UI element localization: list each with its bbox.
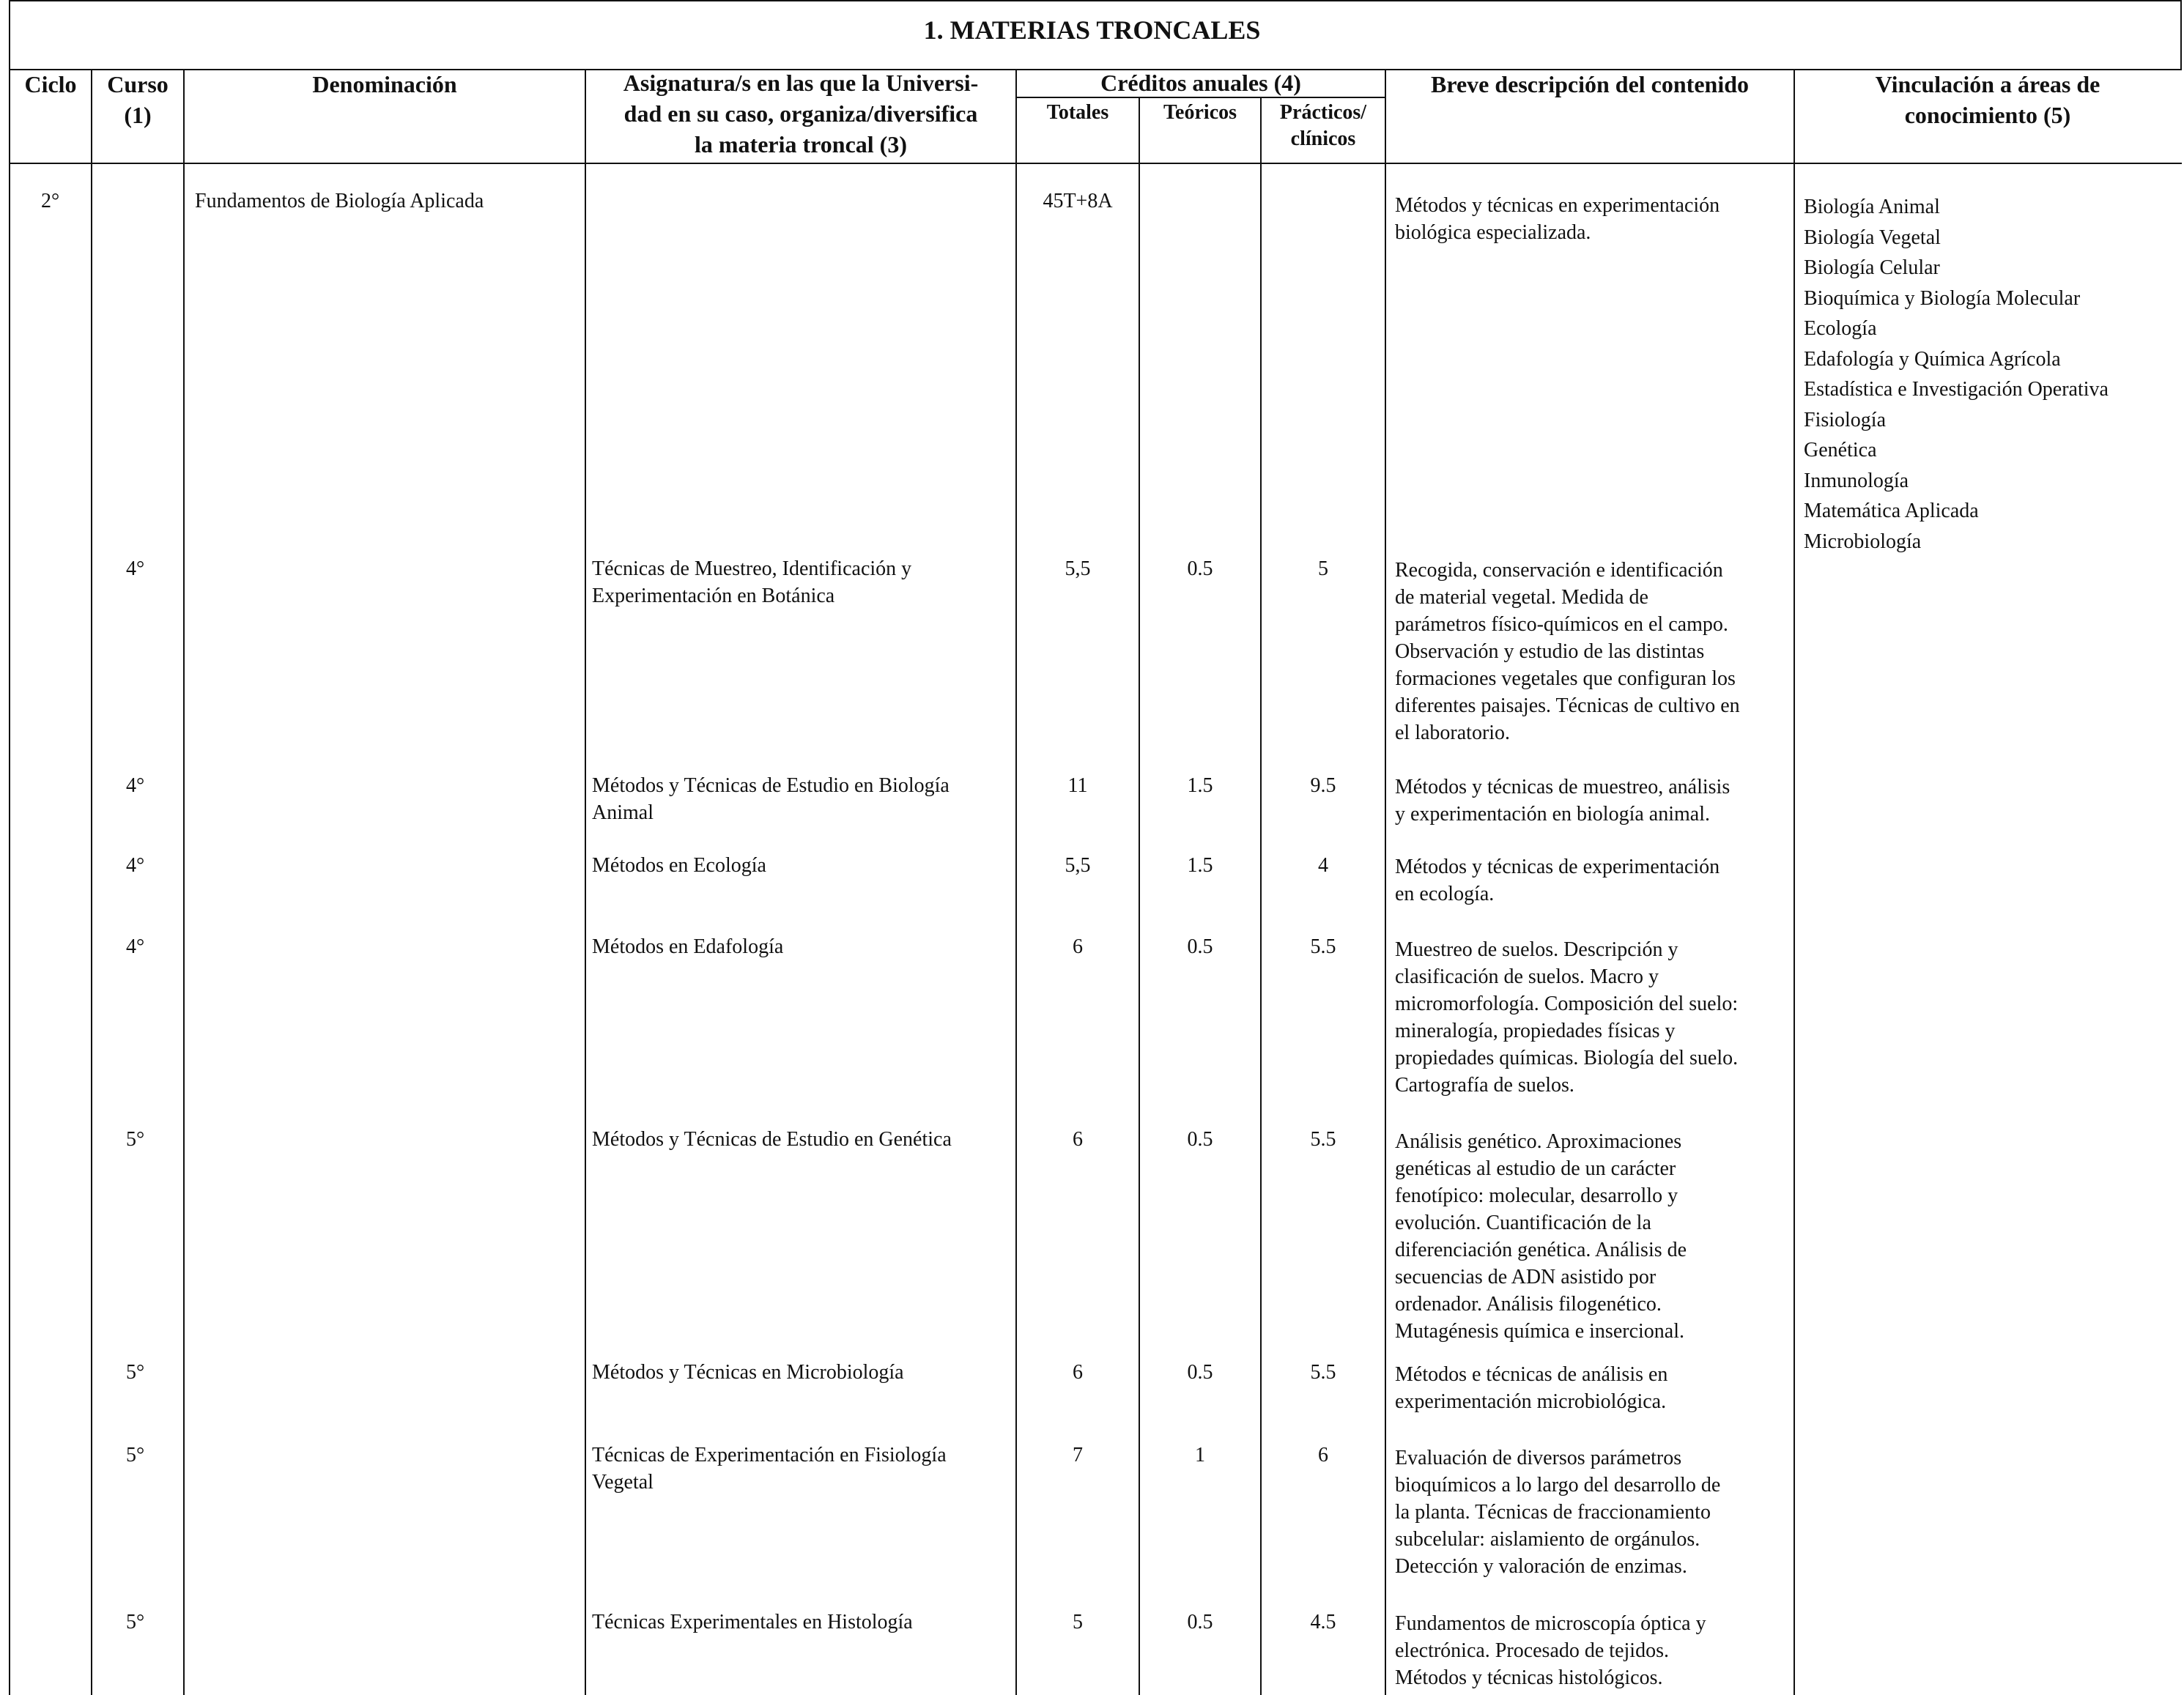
header-totales: Totales bbox=[1046, 101, 1109, 124]
desc-line: de material vegetal. Medida de bbox=[1395, 586, 1648, 609]
desc-line: genéticas al estudio de un carácter bbox=[1395, 1157, 1676, 1180]
row-descripcion bbox=[1395, 557, 1740, 746]
desc-line: biológica especializada. bbox=[1395, 221, 1591, 244]
row-practicos: 5.5 bbox=[1310, 1361, 1336, 1384]
header-practicos bbox=[1262, 100, 1385, 152]
row-teoricos: 1 bbox=[1195, 1444, 1205, 1466]
header-curso bbox=[92, 69, 183, 130]
row-teoricos: 0.5 bbox=[1187, 1611, 1213, 1633]
desc-line: en ecología. bbox=[1395, 883, 1495, 905]
row-descripcion bbox=[1395, 1128, 1687, 1345]
row-descripcion bbox=[1395, 1444, 1720, 1580]
desc-line: mineralogía, propiedades físicas y bbox=[1395, 1020, 1676, 1042]
desc-line: diferenciación genética. Análisis de bbox=[1395, 1239, 1687, 1261]
desc-line: Fundamentos de microscopía óptica y bbox=[1395, 1612, 1706, 1635]
desc-line: Métodos y técnicas de muestreo, análisis bbox=[1395, 776, 1730, 798]
desc-line: Observación y estudio de las distintas bbox=[1395, 640, 1705, 663]
header-asignatura-line: dad en su caso, organiza/diversifica bbox=[623, 100, 978, 127]
row-totales: 11 bbox=[1067, 774, 1088, 797]
desc-line: propiedades químicas. Biología del suelo. bbox=[1395, 1047, 1739, 1069]
asignatura-line: Métodos en Edafología bbox=[592, 935, 784, 958]
desc-line: micromorfología. Composición del suelo: bbox=[1395, 993, 1739, 1015]
row-teoricos: 0.5 bbox=[1187, 1128, 1213, 1151]
row-curso: 4° bbox=[126, 557, 145, 580]
materia-totales: 45T+8A bbox=[1043, 190, 1113, 212]
header-curso-note: (1) bbox=[124, 102, 152, 128]
header-vinculacion bbox=[1795, 69, 2180, 130]
row-curso: 5° bbox=[126, 1444, 145, 1466]
header-vinculacion-line: conocimiento (5) bbox=[1904, 102, 2071, 128]
row-practicos: 5.5 bbox=[1310, 1128, 1336, 1151]
row-descripcion bbox=[1395, 936, 1738, 1099]
row-teoricos: 0.5 bbox=[1187, 935, 1213, 958]
desc-line: Muestreo de suelos. Descripción y bbox=[1395, 938, 1678, 961]
row-asignatura bbox=[592, 1442, 947, 1496]
rule bbox=[1794, 69, 1795, 1695]
row-practicos: 5.5 bbox=[1310, 935, 1336, 958]
row-asignatura bbox=[592, 1609, 913, 1636]
row-totales: 5,5 bbox=[1065, 854, 1091, 877]
row-totales: 6 bbox=[1073, 1361, 1083, 1384]
desc-line: clasificación de suelos. Macro y bbox=[1395, 965, 1659, 988]
asignatura-line: Animal bbox=[592, 801, 654, 824]
desc-line: y experimentación en biología animal. bbox=[1395, 803, 1710, 826]
rule bbox=[1385, 69, 1386, 1695]
row-asignatura bbox=[592, 852, 766, 879]
area-item: Genética bbox=[1804, 439, 1877, 461]
row-totales: 5 bbox=[1073, 1611, 1083, 1633]
desc-line: evolución. Cuantificación de la bbox=[1395, 1212, 1651, 1234]
row-asignatura bbox=[592, 1359, 904, 1386]
row-curso: 5° bbox=[126, 1611, 145, 1633]
row-teoricos: 1.5 bbox=[1187, 854, 1213, 877]
rule bbox=[585, 69, 586, 1695]
desc-line: formaciones vegetales que configuran los bbox=[1395, 667, 1736, 690]
row-practicos: 5 bbox=[1318, 557, 1328, 580]
area-item: Matemática Aplicada bbox=[1804, 500, 1979, 522]
table-title: 1. MATERIAS TRONCALES bbox=[923, 15, 1261, 45]
materia-denominacion: Fundamentos de Biología Aplicada bbox=[195, 190, 484, 212]
area-item: Biología Animal bbox=[1804, 196, 1940, 218]
area-item: Biología Vegetal bbox=[1804, 226, 1941, 249]
row-curso: 4° bbox=[126, 774, 145, 797]
header-curso-label: Curso bbox=[107, 71, 169, 97]
row-asignatura bbox=[592, 555, 911, 609]
desc-line: Mutagénesis química e insercional. bbox=[1395, 1320, 1684, 1343]
rule bbox=[183, 69, 185, 1695]
desc-line: Métodos y técnicas histológicos. bbox=[1395, 1666, 1663, 1689]
asignatura-line: Técnicas Experimentales en Histología bbox=[592, 1611, 913, 1633]
desc-line: Evaluación de diversos parámetros bbox=[1395, 1447, 1682, 1469]
row-practicos: 9.5 bbox=[1310, 774, 1336, 797]
row-curso: 5° bbox=[126, 1361, 145, 1384]
desc-line: Detección y valoración de enzimas. bbox=[1395, 1555, 1687, 1578]
row-descripcion bbox=[1395, 1610, 1706, 1691]
desc-line: Métodos y técnicas de experimentación bbox=[1395, 856, 1720, 878]
header-teoricos: Teóricos bbox=[1163, 101, 1237, 124]
row-totales: 6 bbox=[1073, 935, 1083, 958]
desc-line: la planta. Técnicas de fraccionamiento bbox=[1395, 1501, 1711, 1524]
header-creditos: Créditos anuales (4) bbox=[1100, 70, 1301, 96]
rule bbox=[2180, 0, 2182, 70]
area-item: Fisiología bbox=[1804, 408, 1887, 431]
asignatura-line: Métodos y Técnicas en Microbiología bbox=[592, 1361, 904, 1384]
desc-line: diferentes paisajes. Técnicas de cultivo en bbox=[1395, 694, 1740, 717]
header-asignatura-line: la materia troncal (3) bbox=[695, 131, 907, 157]
row-asignatura bbox=[592, 933, 783, 960]
row-asignatura bbox=[592, 772, 950, 826]
row-curso: 5° bbox=[126, 1128, 145, 1151]
row-practicos: 4.5 bbox=[1310, 1611, 1336, 1633]
header-descripcion: Breve descripción del contenido bbox=[1430, 71, 1750, 97]
row-descripcion bbox=[1395, 774, 1730, 828]
row-teoricos: 0.5 bbox=[1187, 1361, 1213, 1384]
row-practicos: 6 bbox=[1318, 1444, 1328, 1466]
desc-line: fenotípico: molecular, desarrollo y bbox=[1395, 1184, 1678, 1207]
row-descripcion bbox=[1395, 1361, 1667, 1415]
rule bbox=[91, 69, 92, 1695]
desc-line: subcelular: aislamiento de orgánulos. bbox=[1395, 1528, 1700, 1551]
asignatura-line: Métodos en Ecología bbox=[592, 854, 766, 877]
row-curso: 4° bbox=[126, 854, 145, 877]
header-denominacion: Denominación bbox=[312, 71, 457, 97]
row-curso: 4° bbox=[126, 935, 145, 958]
header-asignatura bbox=[586, 67, 1015, 160]
asignatura-line: Métodos y Técnicas de Estudio en Biología bbox=[592, 774, 950, 797]
desc-line: Métodos y técnicas en experimentación bbox=[1395, 194, 1720, 217]
asignatura-line: Técnicas de Experimentación en Fisiología bbox=[592, 1444, 947, 1466]
materia-ciclo: 2° bbox=[41, 190, 60, 212]
row-totales: 7 bbox=[1073, 1444, 1083, 1466]
header-ciclo: Ciclo bbox=[24, 71, 77, 97]
row-descripcion bbox=[1395, 853, 1720, 908]
area-item: Inmunología bbox=[1804, 469, 1909, 492]
row-teoricos: 1.5 bbox=[1187, 774, 1213, 797]
rule bbox=[9, 0, 10, 1695]
desc-line: experimentación microbiológica. bbox=[1395, 1390, 1667, 1413]
desc-line: Métodos e técnicas de análisis en bbox=[1395, 1363, 1668, 1386]
desc-line: ordenador. Análisis filogenético. bbox=[1395, 1293, 1662, 1316]
desc-line: Recogida, conservación e identificación bbox=[1395, 559, 1723, 582]
row-asignatura bbox=[592, 1126, 952, 1153]
area-item: Edafología y Química Agrícola bbox=[1804, 347, 2061, 371]
desc-line: Cartografía de suelos. bbox=[1395, 1074, 1574, 1097]
area-item: Bioquímica y Biología Molecular bbox=[1804, 286, 2081, 310]
rule bbox=[9, 163, 2182, 164]
desc-line: el laboratorio. bbox=[1395, 722, 1511, 744]
area-item: Estadística e Investigación Operativa bbox=[1804, 378, 2109, 401]
row-totales: 5,5 bbox=[1065, 557, 1091, 580]
asignatura-line: Experimentación en Botánica bbox=[592, 585, 835, 607]
header-practicos-line: Prácticos/ bbox=[1279, 101, 1367, 124]
materia-descripcion bbox=[1395, 192, 1720, 246]
header-vinculacion-line: Vinculación a áreas de bbox=[1875, 71, 2100, 97]
desc-line: parámetros físico-químicos en el campo. bbox=[1395, 613, 1728, 636]
area-item: Ecología bbox=[1804, 317, 1877, 340]
desc-line: bioquímicos a lo largo del desarrollo de bbox=[1395, 1474, 1721, 1496]
area-item: Biología Celular bbox=[1804, 256, 1940, 279]
desc-line: electrónica. Procesado de tejidos. bbox=[1395, 1639, 1669, 1662]
desc-line: Análisis genético. Aproximaciones bbox=[1395, 1130, 1682, 1153]
areas-list bbox=[1804, 192, 2109, 557]
header-practicos-line: clínicos bbox=[1290, 127, 1356, 150]
row-totales: 6 bbox=[1073, 1128, 1083, 1151]
asignatura-line: Técnicas de Muestreo, Identificación y bbox=[592, 557, 912, 580]
asignatura-line: Métodos y Técnicas de Estudio en Genética bbox=[592, 1128, 952, 1151]
row-teoricos: 0.5 bbox=[1187, 557, 1213, 580]
row-practicos: 4 bbox=[1318, 854, 1328, 877]
desc-line: secuencias de ADN asistido por bbox=[1395, 1266, 1656, 1288]
rule bbox=[9, 0, 2182, 1]
header-asignatura-line: Asignatura/s en las que la Universi- bbox=[623, 70, 979, 96]
asignatura-line: Vegetal bbox=[592, 1471, 654, 1494]
area-item: Microbiología bbox=[1804, 530, 1922, 553]
